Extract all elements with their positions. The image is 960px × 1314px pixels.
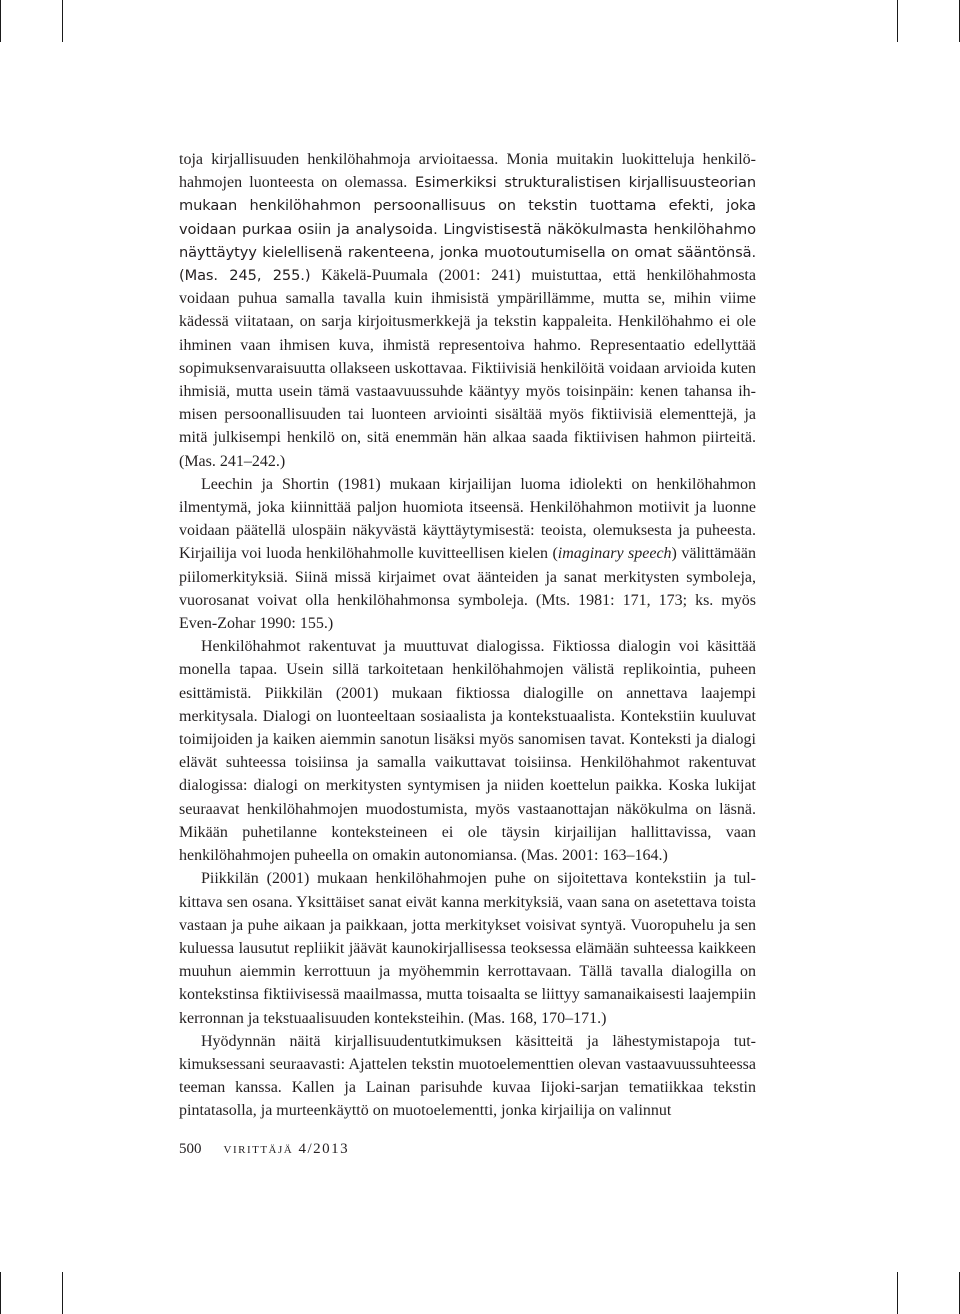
paragraph-1-part-3: Käkelä-Puumala (2001: 241) muistuttaa, että henkilöhahmosta voidaan puhua samalla tavalla kuin ihmisistä ympärillämme, mutta se, mihin viime kädessä viitataan, on sarja kirjoitusmerkkejä ja tekstin kappaleita. Henkilöhahmo ei ole ihminen vaan ihmisen kuva, ihmistä representoiva hahmo. Representaatio edellyttää sopimuksenvaraisuutta ollakseen uskottavaa. Fiktiivisiä henkilöitä voidaan arvioida kuten ihmisiä, mutta usein tämä vastaavuussuhde kääntyy myös toisinpäin: kenen tahansa ihmisen persoonallisuuden tai luonteen arviointi sisältää myös fiktiivisiä elementtejä, ja mitä julkisempi henkilö on, sitä enemmän hän alkaa saada fiktiivisen hahmon piirteitä. (Mas. 241–242.) [179,267,756,470]
paragraph-2-part-1: Leechin ja Shortin (1981) mukaan kirjailijan luoma idiolekti on henkilöhahmon ilmentymä, joka kiinnittää paljon huomiota itseensä. Henkilöhahmon motiivit ja luonne voidaan päätellä ulospäin näkyvästä käyttäytymisestä: teoista, olemuksesta ja puheesta. Kirjailija voi luoda henkilöhahmolle kuvitteellisen kielen ( [179,475,756,563]
crop-mark-bottom-left [0,1272,1,1314]
paragraph-5 [179,1030,756,1123]
paragraph-1 [179,148,756,473]
paragraph-3 [179,635,756,867]
paragraph-1-part-2: Esimerkiksi strukturalistisen kirjallisuusteorian mukaan henkilöhahmon persoonallisuus on tekstin tuottama efekti, joka voidaan purkaa osiin ja analysoida. Lingvistisestä näkökulmasta henkilöhahmo näyttäytyy kielellisenä rakenteena, jonka muotoutumisella on omat sääntönsä. (Mas. 245, 255.) [179,174,756,285]
paragraph-5-part-1: Hyödynnän näitä kirjallisuudentutkimuksen käsitteitä ja lähestymistapoja tutkimuksessani seuraavasti: Ajattelen tekstin muotoelementtien olevan vastaavuussuhteessa teeman kanssa. Kallen ja Lainan parisuhde kuvaa Iijoki-sarjan tematiikkaa tekstin pintatasolla, ja murteenkäyttö on muotoelementti, jonka kirjailija on valinnut [179,1032,756,1120]
paragraph-2-italic-term: imaginary speech [557,545,672,563]
paragraph-2-part-3: ) välittämään piilomerkityksiä. Siinä missä kirjaimet ovat äänteiden ja sanat merkitysten symboleja, vuorosanat voivat olla henkilöhahmonsa symboleja. (Mts. 1981: 171, 173; ks. myös Even-Zohar 1990: 155.) [179,545,756,633]
paragraph-1-part-1: toja kirjallisuuden henkilöhahmoja arvioitaessa. Monia muitakin luokitteluja henkilöhahmojen luonteesta on olemassa. [179,151,756,192]
paragraph-4 [179,867,756,1029]
paragraph-4-part-1: Piikkilän (2001) mukaan henkilöhahmojen puhe on sijoitettava kontekstiin ja tulkittava sen osana. Yksittäiset sanat eivät kanna merkityksiä, vaan sana on asetettava toista vastaan ja puhe aikaan ja paikkaan, jotta merkitykset voisivat syntyä. Vuoropuhelu ja sen kuluessa lausutut repliikit jäävät kaunokirjallisessa teoksessa elämään suhteessa kaikkeen muuhun aiemmin kerrottuun ja myöhemmin kerrottavaan. Tällä tavalla dialogilla on kontekstinsa fiktiivisessä maailmassa, mutta toisaalta se liittyy samanaikaisesti laajempiin kerronnan ja tekstuaalisuuden konteksteihin. (Mas. 168, 170–171.) [179,870,756,1027]
paragraph-3-part-1: Henkilöhahmot rakentuvat ja muuttuvat dialogissa. Fiktiossa dialogin voi käsittää monella tapaa. Usein sillä tarkoitetaan henkilöhahmojen välistä replikointia, puheen esittämistä. Piikkilän (2001) mukaan fiktiossa dialogille on annettava laajempi merkitysala. Dialogi on luonteeltaan sosiaalista ja kontekstuaalista. Kontekstiin kuuluvat toimijoiden ja kaiken aiemmin sanotun lisäksi myös sanomisen tavat. Konteksti ja dialogi elävät suhteessa toisiinsa ja samalla vaikuttavat toisiinsa. Henkilöhahmot rakentuvat dialogissa: dialogi on merkitysten syntymisen ja niiden koettelun paikka. Koska lukijat seuraavat henkilöhahmojen muodostumista, myös vastaanottajan näkökulma on läsnä. Mikään puhetilanne konteksteineen ei ole täysin kirjailijan hallittavissa, vaan henkilöhahmojen puheella on omakin autonomiansa. (Mas. 2001: 163–164.) [179,638,756,865]
article-body [179,148,756,1123]
crop-mark-top-right-inner [897,0,898,42]
crop-mark-bottom-right-inner [897,1272,898,1314]
crop-mark-bottom-left-inner [62,1272,63,1314]
paragraph-2 [179,473,756,635]
page-footer [179,1141,349,1158]
crop-mark-top-left-inner [62,0,63,42]
journal-name: virittäjä 4/2013 [223,1141,350,1157]
crop-mark-top-left [0,0,1,42]
page-number: 500 [179,1141,202,1157]
